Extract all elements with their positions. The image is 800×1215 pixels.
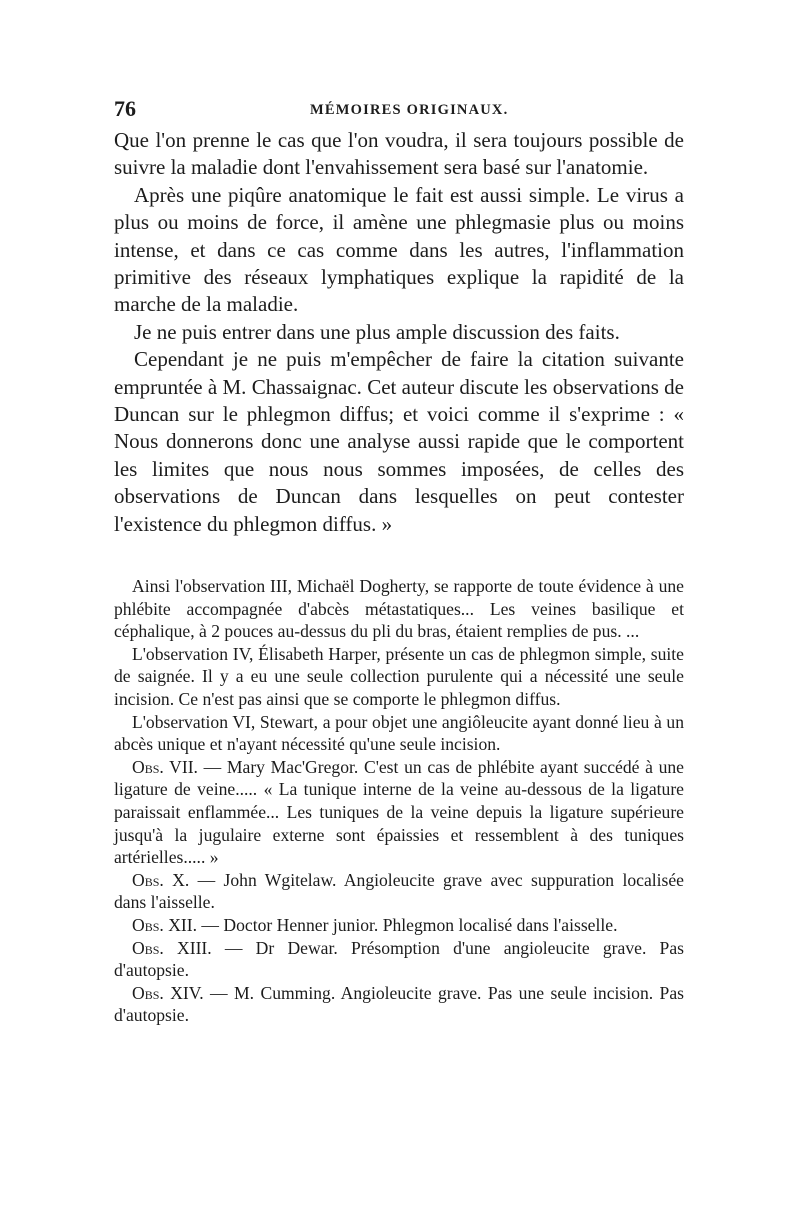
paragraph: Je ne puis entrer dans une plus ample discussion des faits. — [134, 319, 620, 344]
observation-text: VII. — Mary Mac'Gregor. C'est un cas de phlébite ayant succédé à une ligature de veine..... « La tunique interne de la veine au-dessous de la ligature paraissait enflammée... Les tuniques de la veine depuis la ligature supérieure jusqu'à la jugulaire externe sont épaissies et ressemblent à des tuniques artérielles..... » — [114, 756, 684, 868]
observation-text: XIII. — Dr Dewar. Présomption d'une angioleucite grave. Pas d'autopsie. — [114, 937, 684, 981]
observation-note — [114, 982, 684, 1027]
observation-note — [114, 711, 684, 756]
obs-abbrev: Obs. — [132, 756, 164, 777]
observation-note — [114, 575, 684, 643]
observation-text: Ainsi l'observation III, Michaël Dogherty, se rapporte de toute évidence à une phlébite accompagnée d'abcès métastatiques... Les veines basilique et céphalique, à 2 pouces au-dessus du pli du bras, étaient remplies de pus. ... — [114, 576, 684, 642]
observation-text: L'observation IV, Élisabeth Harper, présente un cas de phlegmon simple, suite de saignée. Il y a eu une seule collection purulente qui a nécessité une seule incision. Ce n'est pas ainsi que se comporte le phlegmon diffus. — [114, 643, 684, 709]
obs-abbrev: Obs. — [132, 869, 164, 890]
observation-note — [114, 756, 684, 869]
obs-abbrev: Obs. — [132, 982, 164, 1003]
observation-text: XII. — Doctor Henner junior. Phlegmon localisé dans l'aisselle. — [163, 914, 618, 935]
obs-abbrev: Obs. — [132, 937, 164, 958]
observation-notes — [114, 575, 684, 1027]
observation-note — [114, 914, 684, 937]
paragraph: Cependant je ne puis m'empêcher de faire la citation suivante empruntée à M. Chassaignac. Cet auteur discute les observations de Duncan sur le phlegmon diffus; et voici comme il s'exprime : « Nous donnerons donc une analyse aussi rapide que le comportent les limites que nous nous sommes imposées, de celles des observations de Duncan dans lesquelles on peut contester l'existence du phlegmon diffus. » — [114, 347, 684, 536]
running-head: MÉMOIRES ORIGINAUX. — [310, 102, 509, 118]
page-header — [114, 96, 684, 126]
paragraph: Que l'on prenne le cas que l'on voudra, il sera toujours possible de suivre la maladie dont l'envahissement sera basé sur l'anatomie. — [114, 128, 684, 180]
main-text — [114, 127, 684, 538]
obs-abbrev: Obs. — [132, 914, 164, 935]
paragraph: Après une piqûre anatomique le fait est aussi simple. Le virus a plus ou moins de force, il amène une phlegmasie plus ou moins intense, et dans ce cas comme dans les autres, l'inflammation primitive des réseaux lymphatiques explique la rapidité de la marche de la maladie. — [114, 182, 684, 317]
observation-note — [114, 643, 684, 711]
observation-text: X. — John Wgitelaw. Angioleucite grave avec suppuration localisée dans l'aisselle. — [114, 869, 684, 913]
page-number: 76 — [114, 96, 136, 121]
observation-note — [114, 937, 684, 982]
observation-text: L'observation VI, Stewart, a pour objet une angiôleucite ayant donné lieu à un abcès unique et n'ayant nécessité qu'une seule incision. — [114, 711, 684, 755]
observation-note — [114, 869, 684, 914]
observation-text: XIV. — M. Cumming. Angioleucite grave. Pas une seule incision. Pas d'autopsie. — [114, 982, 684, 1026]
